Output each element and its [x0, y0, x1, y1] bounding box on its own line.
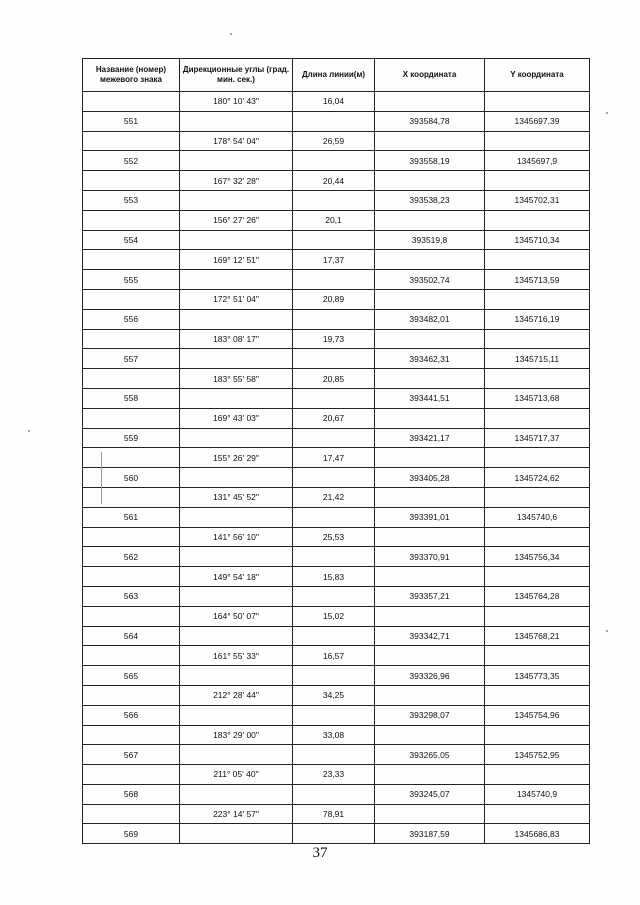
cell-name: 551 [83, 111, 180, 131]
cell-length [293, 745, 375, 765]
cell-length [293, 349, 375, 369]
cell-length: 19,73 [293, 329, 375, 349]
cell-y: 1345752,95 [485, 745, 590, 765]
cell-x: 393187,59 [375, 824, 485, 844]
cell-y [485, 131, 590, 151]
table-row [83, 151, 590, 171]
table-row [83, 388, 590, 408]
cell-angle: 180° 10' 43" [180, 92, 293, 112]
cell-name [83, 448, 180, 468]
cell-x: 393584,78 [375, 111, 485, 131]
cell-x: 393502,74 [375, 270, 485, 290]
cell-length: 26,59 [293, 131, 375, 151]
cell-name: 557 [83, 349, 180, 369]
cell-y: 1345710,34 [485, 230, 590, 250]
cell-y: 1345768,21 [485, 626, 590, 646]
cell-name: 558 [83, 388, 180, 408]
cell-length [293, 190, 375, 210]
header-row [83, 59, 590, 92]
cell-y [485, 369, 590, 389]
cell-name: 560 [83, 468, 180, 488]
cell-name [83, 369, 180, 389]
cell-length: 16,04 [293, 92, 375, 112]
cell-x [375, 408, 485, 428]
header-length: Длина линии(м) [293, 59, 375, 92]
cell-angle [180, 230, 293, 250]
cell-y: 1345756,34 [485, 547, 590, 567]
cell-name: 553 [83, 190, 180, 210]
cell-name: 567 [83, 745, 180, 765]
cell-y: 1345713,68 [485, 388, 590, 408]
cell-y [485, 408, 590, 428]
cell-y: 1345686,83 [485, 824, 590, 844]
table-body [83, 92, 590, 844]
cell-angle: 172° 51' 04" [180, 289, 293, 309]
cell-y [485, 646, 590, 666]
cell-length: 23,33 [293, 765, 375, 785]
table-row [83, 606, 590, 626]
cell-x [375, 329, 485, 349]
table-row [83, 329, 590, 349]
header-x: X координата [375, 59, 485, 92]
cell-angle: 211° 05' 40" [180, 765, 293, 785]
cell-length [293, 270, 375, 290]
cell-y: 1345697,39 [485, 111, 590, 131]
cell-angle [180, 507, 293, 527]
cell-y [485, 92, 590, 112]
cell-length: 15,02 [293, 606, 375, 626]
cell-name: 563 [83, 586, 180, 606]
cell-y [485, 567, 590, 587]
cell-angle [180, 270, 293, 290]
cell-x: 393342,71 [375, 626, 485, 646]
cell-x [375, 487, 485, 507]
cell-x: 393421,17 [375, 428, 485, 448]
cell-y: 1345717,37 [485, 428, 590, 448]
table-row [83, 408, 590, 428]
cell-name [83, 250, 180, 270]
cell-x [375, 606, 485, 626]
cell-angle: 169° 43' 03" [180, 408, 293, 428]
cell-x [375, 369, 485, 389]
cell-name [83, 685, 180, 705]
cell-angle [180, 309, 293, 329]
table-row [83, 824, 590, 844]
table-row [83, 725, 590, 745]
cell-length: 20,44 [293, 171, 375, 191]
cell-name [83, 606, 180, 626]
cell-length [293, 666, 375, 686]
cell-angle [180, 626, 293, 646]
cell-name [83, 527, 180, 547]
table-row [83, 171, 590, 191]
cell-y [485, 250, 590, 270]
cell-y [485, 487, 590, 507]
table-row [83, 567, 590, 587]
table-row [83, 705, 590, 725]
cell-name: 562 [83, 547, 180, 567]
cell-y [485, 725, 590, 745]
cell-length [293, 309, 375, 329]
cell-angle: 169° 12' 51" [180, 250, 293, 270]
cell-x [375, 131, 485, 151]
cell-name [83, 765, 180, 785]
scan-dot [606, 630, 608, 632]
cell-name: 561 [83, 507, 180, 527]
table-row [83, 527, 590, 547]
cell-length [293, 111, 375, 131]
cell-y [485, 210, 590, 230]
table-row [83, 626, 590, 646]
cell-name: 554 [83, 230, 180, 250]
cell-y [485, 606, 590, 626]
cell-name: 568 [83, 784, 180, 804]
cell-x: 393538,23 [375, 190, 485, 210]
cell-name: 565 [83, 666, 180, 686]
table-row [83, 250, 590, 270]
table-row [83, 270, 590, 290]
coordinates-table [82, 58, 590, 844]
cell-length [293, 230, 375, 250]
cell-x: 393441,51 [375, 388, 485, 408]
cell-angle [180, 111, 293, 131]
cell-angle: 183° 55' 58" [180, 369, 293, 389]
table-row [83, 448, 590, 468]
cell-x [375, 250, 485, 270]
cell-angle: 156° 27' 26" [180, 210, 293, 230]
cell-y: 1345764,28 [485, 586, 590, 606]
cell-y: 1345773,35 [485, 666, 590, 686]
table-row [83, 309, 590, 329]
table-row [83, 745, 590, 765]
cell-length [293, 784, 375, 804]
cell-angle: 212° 28' 44" [180, 685, 293, 705]
cell-x [375, 210, 485, 230]
cell-name: 559 [83, 428, 180, 448]
scan-dot [28, 430, 30, 432]
cell-x [375, 646, 485, 666]
cell-x: 393462,31 [375, 349, 485, 369]
cell-x: 393298,07 [375, 705, 485, 725]
cell-x: 393326,96 [375, 666, 485, 686]
cell-angle: 164° 50' 07" [180, 606, 293, 626]
cell-length [293, 388, 375, 408]
table-row [83, 507, 590, 527]
cell-length: 78,91 [293, 804, 375, 824]
cell-angle: 149° 54' 18" [180, 567, 293, 587]
cell-x [375, 289, 485, 309]
cell-y [485, 765, 590, 785]
cell-y: 1345740,9 [485, 784, 590, 804]
cell-angle: 223° 14' 57" [180, 804, 293, 824]
cell-length [293, 151, 375, 171]
cell-length: 17,37 [293, 250, 375, 270]
page-number: 37 [312, 845, 328, 861]
table-row [83, 804, 590, 824]
cell-x: 393265,05 [375, 745, 485, 765]
cell-x: 393391,01 [375, 507, 485, 527]
cell-length: 20,89 [293, 289, 375, 309]
cell-name [83, 92, 180, 112]
cell-name: 552 [83, 151, 180, 171]
cell-angle: 161° 55' 33" [180, 646, 293, 666]
cell-y [485, 685, 590, 705]
cell-name [83, 289, 180, 309]
cell-angle [180, 586, 293, 606]
cell-length: 25,53 [293, 527, 375, 547]
cell-name [83, 487, 180, 507]
cell-x: 393370,91 [375, 547, 485, 567]
cell-x [375, 685, 485, 705]
cell-name: 569 [83, 824, 180, 844]
table-row [83, 369, 590, 389]
cell-angle: 178° 54' 04" [180, 131, 293, 151]
table-row [83, 685, 590, 705]
cell-length: 33,08 [293, 725, 375, 745]
cell-length: 15,83 [293, 567, 375, 587]
cell-angle [180, 468, 293, 488]
cell-length [293, 626, 375, 646]
cell-angle [180, 745, 293, 765]
cell-y: 1345715,11 [485, 349, 590, 369]
cell-x: 393357,21 [375, 586, 485, 606]
cell-angle [180, 784, 293, 804]
cell-y: 1345716,19 [485, 309, 590, 329]
cell-y [485, 171, 590, 191]
cell-y: 1345754,96 [485, 705, 590, 725]
cell-length [293, 586, 375, 606]
cell-length [293, 547, 375, 567]
cell-length: 17,47 [293, 448, 375, 468]
header-name: Название (номер) межевого знака [83, 59, 180, 92]
header-y: Y координата [485, 59, 590, 92]
cell-angle: 155° 26' 29" [180, 448, 293, 468]
cell-length: 34,25 [293, 685, 375, 705]
table-row [83, 111, 590, 131]
cell-name [83, 329, 180, 349]
table-row [83, 765, 590, 785]
cell-x: 393519,8 [375, 230, 485, 250]
cell-x [375, 92, 485, 112]
cell-length [293, 468, 375, 488]
cell-x [375, 527, 485, 547]
cell-angle [180, 190, 293, 210]
cell-length: 16,57 [293, 646, 375, 666]
table-row [83, 468, 590, 488]
table-row [83, 349, 590, 369]
cell-name [83, 171, 180, 191]
cell-name [83, 210, 180, 230]
cell-y: 1345702,31 [485, 190, 590, 210]
cell-length [293, 705, 375, 725]
cell-x [375, 448, 485, 468]
cell-y: 1345724,62 [485, 468, 590, 488]
cell-length: 20,1 [293, 210, 375, 230]
cell-x: 393482,01 [375, 309, 485, 329]
header-angle: Дирекционные углы (град. мин. сек.) [180, 59, 293, 92]
table-row [83, 784, 590, 804]
cell-y [485, 804, 590, 824]
scan-dot [606, 112, 608, 114]
table-row [83, 289, 590, 309]
cell-angle: 167° 32' 28" [180, 171, 293, 191]
cell-length: 21,42 [293, 487, 375, 507]
cell-angle [180, 547, 293, 567]
cell-x: 393245,07 [375, 784, 485, 804]
cell-y [485, 527, 590, 547]
cell-name [83, 646, 180, 666]
cell-length: 20,85 [293, 369, 375, 389]
cell-length: 20,67 [293, 408, 375, 428]
cell-x [375, 725, 485, 745]
cell-x: 393405,28 [375, 468, 485, 488]
cell-angle [180, 151, 293, 171]
cell-name [83, 567, 180, 587]
table-row [83, 210, 590, 230]
table-header [83, 59, 590, 92]
cell-name: 566 [83, 705, 180, 725]
table-row [83, 190, 590, 210]
table-row [83, 230, 590, 250]
cell-length [293, 507, 375, 527]
cell-name: 555 [83, 270, 180, 290]
table-row [83, 487, 590, 507]
cell-length [293, 428, 375, 448]
cell-name [83, 725, 180, 745]
cell-x: 393558,19 [375, 151, 485, 171]
cell-name: 564 [83, 626, 180, 646]
cell-y [485, 289, 590, 309]
cell-angle [180, 349, 293, 369]
cell-angle [180, 824, 293, 844]
cell-length [293, 824, 375, 844]
cell-y [485, 329, 590, 349]
cell-name [83, 131, 180, 151]
table-row [83, 666, 590, 686]
cell-x [375, 171, 485, 191]
cell-y: 1345697,9 [485, 151, 590, 171]
cell-angle [180, 666, 293, 686]
cell-y [485, 448, 590, 468]
cell-name [83, 408, 180, 428]
cell-y: 1345740,6 [485, 507, 590, 527]
cell-x [375, 804, 485, 824]
cell-y: 1345713,59 [485, 270, 590, 290]
table-row [83, 586, 590, 606]
scan-dot [230, 33, 232, 35]
cell-name [83, 804, 180, 824]
cell-angle: 183° 29' 00" [180, 725, 293, 745]
scan-mark [101, 452, 102, 504]
cell-angle: 131° 45' 52" [180, 487, 293, 507]
table-row [83, 547, 590, 567]
table-row [83, 428, 590, 448]
cell-angle [180, 705, 293, 725]
table-row [83, 131, 590, 151]
table-row [83, 92, 590, 112]
cell-angle: 183° 08' 17" [180, 329, 293, 349]
table-row [83, 646, 590, 666]
cell-x [375, 567, 485, 587]
cell-angle [180, 388, 293, 408]
cell-name: 556 [83, 309, 180, 329]
cell-angle [180, 428, 293, 448]
cell-x [375, 765, 485, 785]
cell-angle: 141° 56' 10" [180, 527, 293, 547]
